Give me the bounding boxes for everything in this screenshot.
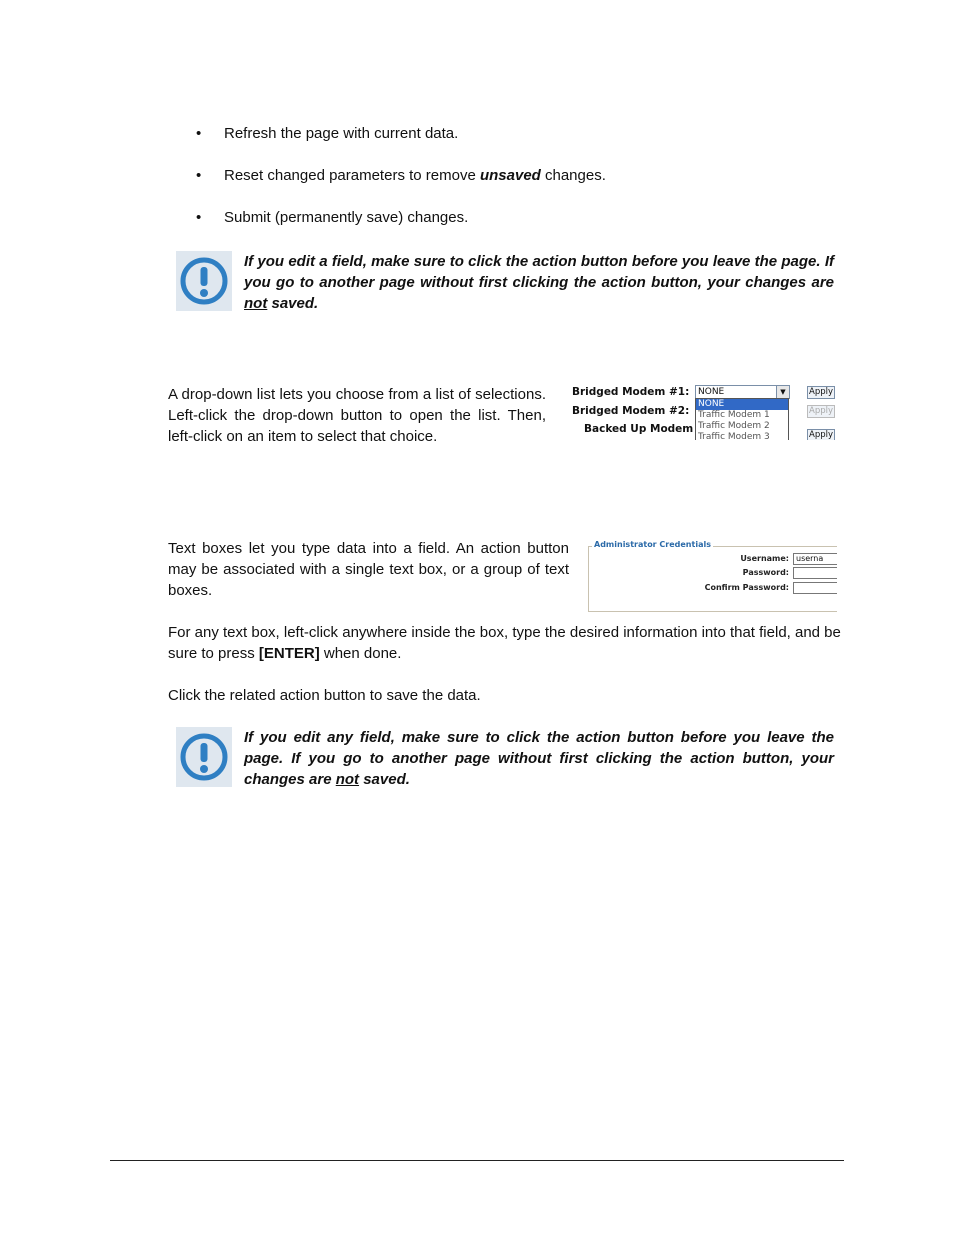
textbox-instructions: For any text box, left-click anywhere inside the box, type the desired information into that field, and be sure to press [ENTER] when done. (168, 624, 841, 662)
dropdown-paragraph: A drop-down list lets you choose from a list of selections. Left-click the drop-down button to open the list. Then, left-click on an item to select that choice. (168, 386, 546, 445)
apply-button[interactable]: Apply (809, 387, 833, 397)
apply-button[interactable]: Apply (809, 406, 833, 416)
textbox-paragraph: Text boxes let you type data into a field. An action button may be associated with a single text box, or a group of text boxes. (168, 540, 569, 599)
password-input[interactable] (793, 567, 837, 579)
apply-button[interactable]: Apply (809, 430, 833, 440)
credentials-figure (587, 540, 837, 612)
credentials-legend: Administrator Credentials (594, 540, 711, 549)
bullet-item: • Reset changed parameters to remove unsaved changes. (196, 165, 836, 186)
note-text: If you edit any field, make sure to click the action button before you leave the page. If you go to another page without first clicking the action button, your changes are not saved. (244, 729, 834, 788)
dropdown-option[interactable]: Traffic Modem 2 (698, 421, 770, 431)
chevron-down-icon[interactable]: ▼ (776, 386, 789, 398)
dropdown-option[interactable]: Traffic Modem 1 (698, 410, 770, 420)
bullet-list (196, 123, 836, 228)
bridged-modem-1-select[interactable]: NONE ▼ (695, 385, 790, 399)
username-label: Username: (740, 554, 789, 563)
confirm-password-input[interactable] (793, 582, 837, 594)
dropdown-option[interactable]: Traffic Modem 3 (698, 432, 770, 440)
backed-up-modem-label: Backed Up Modem (584, 423, 694, 435)
bridged-modem-1-label: Bridged Modem #1: (572, 386, 690, 398)
footer-divider (110, 1160, 844, 1161)
dropdown-option[interactable]: NONE (696, 399, 788, 410)
note-text: If you edit a field, make sure to click the action button before you leave the page. If you go to another page without first clicking the action button, your changes are not saved. (244, 253, 834, 312)
confirm-password-label: Confirm Password: (704, 583, 789, 592)
bridged-modem-2-label: Bridged Modem #2: (572, 405, 690, 417)
save-instructions: Click the related action button to save the data. (168, 687, 481, 704)
exclamation-icon (176, 251, 232, 311)
username-input[interactable]: userna (793, 553, 837, 565)
password-label: Password: (742, 568, 789, 577)
dropdown-options-list[interactable] (695, 398, 789, 440)
bullet-item: • Refresh the page with current data. (196, 123, 836, 144)
bullet-item: • Submit (permanently save) changes. (196, 207, 836, 228)
dropdown-figure (570, 384, 838, 440)
exclamation-icon (176, 727, 232, 787)
